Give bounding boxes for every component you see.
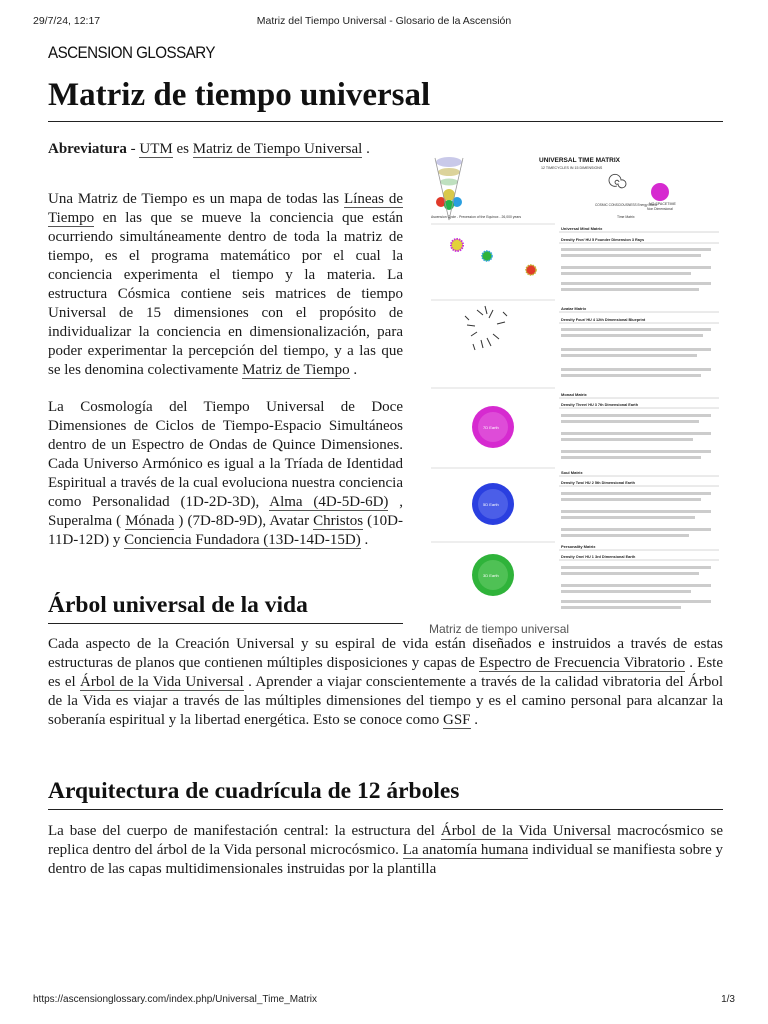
- cosmology-paragraph: La Cosmología del Tiempo Universal de Doce Dimensiones de Ciclos de Tiempo-Espacio Simultáneos dentro de un Espectro de Ondas de Quince Dimensiones. Cada Universo Armónico es igual a la Tríada de Identidad Espiritual a través de la cual evoluciona nuestra conciencia como Personalidad (1D-2D-3D), Alma (4D-5D-6D) , Superalma ( Mónada ) (7D-8D-9D), Avatar Christos (10D-11D-12D) y Conciencia Fundadora (13D-14D-15D) .: [48, 399, 404, 548]
- svg-text:5D Earth: 5D Earth: [483, 502, 499, 507]
- consciousness-funnel-icon: [435, 157, 463, 220]
- svg-text:Non Dimensional: Non Dimensional: [647, 207, 673, 211]
- section-divider: [48, 809, 723, 810]
- time-matrix-diagram: [427, 140, 723, 620]
- galaxy-icon: [609, 174, 626, 188]
- svg-text:Soul Matrix: Soul Matrix: [561, 470, 583, 475]
- conciencia-fundadora-link[interactable]: Conciencia Fundadora (13D-14D-15D): [124, 532, 361, 548]
- svg-text:Density Four/ HU 4 12th Dime: Density Four/ HU 4 12th Dimensional Blueprint: [561, 318, 646, 322]
- svg-text:Avatar Matrix: Avatar Matrix: [561, 306, 587, 311]
- arquitectura-paragraph: La base del cuerpo de manifestación central: la estructura del Árbol de la Vida Universal macrocósmico se replica dentro del árbol de la Vida personal microcósmico. La anatomía humana individual se manifiesta sobre y dentro de las capas multidimensionales instruidas por la plantilla: [48, 823, 724, 877]
- chart-title: UNIVERSAL TIME MATRIX: [539, 157, 621, 164]
- svg-text:COSMIC CONSCIOUSNESS Energy Ma: COSMIC CONSCIOUSNESS Energy Matrix: [595, 203, 658, 207]
- utm-link[interactable]: UTM: [139, 141, 173, 157]
- print-header: [0, 15, 768, 31]
- section-heading-arbol: Árbol universal de la vida: [48, 592, 308, 618]
- abbreviation-label: Abreviatura: [48, 141, 127, 157]
- gsf-link[interactable]: GSF: [443, 712, 471, 728]
- svg-text:Monad Matrix: Monad Matrix: [561, 392, 587, 397]
- magenta-sphere-small: [651, 183, 669, 201]
- svg-text:Density Two/ HU 2 5th Dimens: Density Two/ HU 2 5th Dimensional Earth: [561, 481, 635, 485]
- svg-text:Density One/ HU 1 3rd Dimens: Density One/ HU 1 3rd Dimensional Earth: [561, 555, 636, 559]
- svg-text:Time Matrix: Time Matrix: [617, 215, 635, 219]
- anatomia-humana-link[interactable]: La anatomía humana: [402, 842, 529, 858]
- print-date: 29/7/24, 12:17: [33, 15, 101, 27]
- arbol-vida-universal-link[interactable]: Árbol de la Vida Universal: [80, 674, 244, 690]
- lineas-de-tiempo-link[interactable]: Líneas de Tiempo: [48, 191, 403, 226]
- section-heading-arquitectura: Arquitectura de cuadrícula de 12 árboles: [48, 778, 460, 804]
- svg-text:Ascension Cycle - Precession o: Ascension Cycle - Precession of the Equinox - 26,000 years: [431, 215, 522, 219]
- svg-text:7D Earth: 7D Earth: [483, 425, 499, 430]
- svg-text:3D Earth: 3D Earth: [483, 573, 499, 578]
- matriz-tiempo-universal-link[interactable]: Matriz de Tiempo Universal: [192, 141, 363, 157]
- dna-scatter-icon: [465, 306, 507, 350]
- page-number: 1/3: [721, 994, 735, 1005]
- print-doc-title: Matriz del Tiempo Universal - Glosario de la Ascensión: [256, 15, 512, 27]
- arbol-vida-universal-link-2[interactable]: Árbol de la Vida Universal: [440, 823, 612, 839]
- svg-text:12 TIMECYCLES IN 15 DIMENSIONS: 12 TIMECYCLES IN 15 DIMENSIONS: [541, 166, 603, 170]
- universal-time-matrix-image[interactable]: [427, 140, 723, 620]
- arbol-paragraph: Cada aspecto de la Creación Universal y su espiral de vida están diseñados e instruidos a través de estas estructuras de planos que contienen múltiples disposiciones y capas de Espectro de Frecuencia Vibratorio . Este es el Árbol de la Vida Universal . Aprender a viajar conscientemente a través de la calidad vibratoria del Árbol de la Vida es viajar a través de las múltiples dimensiones del tiempo y es el camino personal para alcanzar la soberanía espiritual y la libertad energética. Esto se conoce como GSF .: [48, 636, 724, 728]
- svg-text:Density Three/ HU 3 7th Dime: Density Three/ HU 3 7th Dimensional Earth: [561, 403, 639, 407]
- svg-text:NO SPACETIME: NO SPACETIME: [649, 202, 676, 206]
- espectro-frecuencia-link[interactable]: Espectro de Frecuencia Vibratorio: [479, 655, 686, 671]
- title-divider: [48, 121, 723, 122]
- svg-text:Density Five/ HU 5 Founder D: Density Five/ HU 5 Founder Dimension 3 Rays: [561, 238, 645, 242]
- monada-link[interactable]: Mónada: [125, 513, 175, 529]
- print-url: https://ascensionglossary.com/index.php/Universal_Time_Matrix: [33, 994, 318, 1005]
- christos-link[interactable]: Christos: [313, 513, 364, 529]
- site-name[interactable]: ASCENSION GLOSSARY: [48, 44, 215, 62]
- abbreviation-line: Abreviatura - UTM es Matriz de Tiempo Universal .: [48, 141, 370, 157]
- figure-caption: Matriz de tiempo universal: [429, 622, 570, 636]
- section-divider: [48, 623, 403, 624]
- svg-text:Universal Mind Matrix: Universal Mind Matrix: [561, 226, 603, 231]
- sun-icons: [451, 239, 536, 275]
- matriz-de-tiempo-link[interactable]: Matriz de Tiempo: [242, 362, 350, 378]
- svg-text:Personality Matrix: Personality Matrix: [561, 544, 596, 549]
- page-title: Matriz de tiempo universal: [48, 77, 431, 113]
- intro-paragraph: Una Matriz de Tiempo es un mapa de todas las Líneas de Tiempo en las que se mueve la conciencia que están ocurriendo simultáneamente dentro de toda la matriz de tiempo, es el programa matemático por el cual la conciencia experimenta el tiempo y la materia. La estructura Cósmica contiene seis matrices de tiempo Universal de 15 dimensiones con el propósito de individualizar la conciencia en dimensionalización, para poder experimentar la percepción del tiempo, y a las que se les denomina colectivamente Matriz de Tiempo .: [48, 191, 403, 378]
- alma-link[interactable]: Alma (4D-5D-6D): [269, 494, 389, 510]
